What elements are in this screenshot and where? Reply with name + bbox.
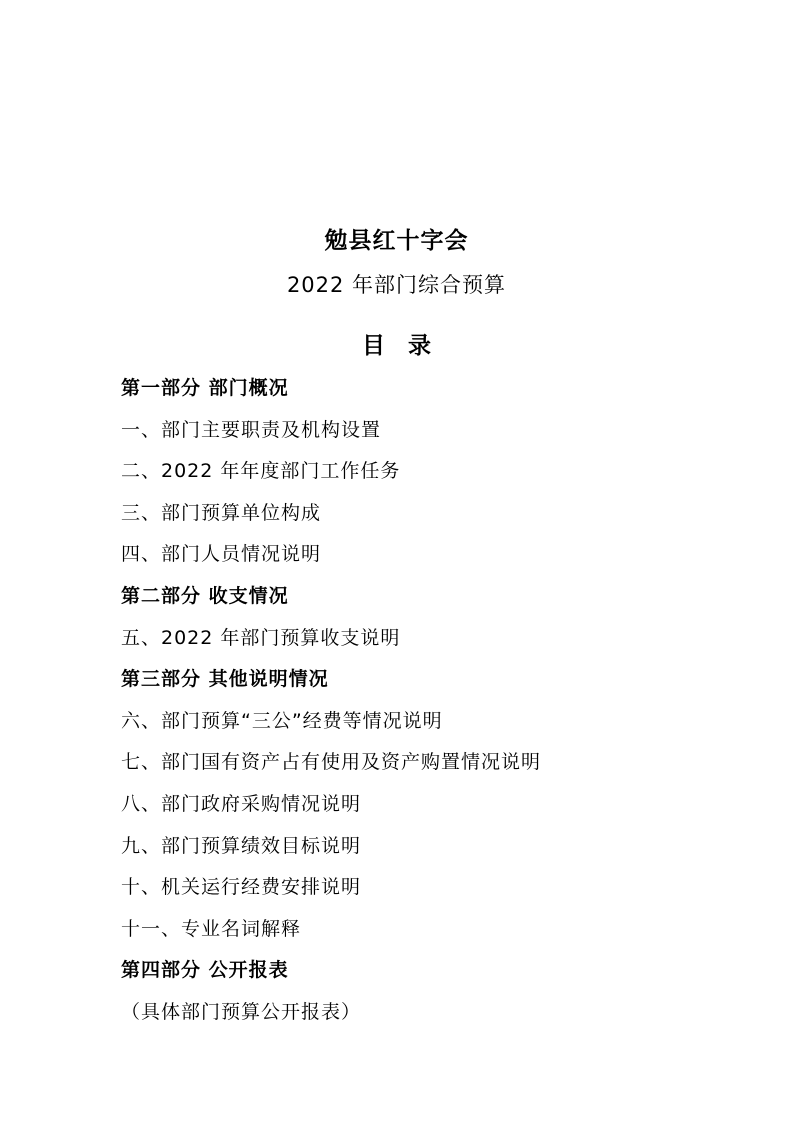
table-of-contents	[121, 372, 761, 1038]
toc-heading: 目 录	[362, 333, 431, 359]
toc-item-11: 十一、专业名词解释	[121, 917, 302, 940]
document-title: 勉县红十字会	[324, 228, 469, 254]
toc-part-2: 第二部分 收支情况	[121, 584, 289, 607]
toc-item-8: 八、部门政府采购情况说明	[121, 792, 362, 815]
toc-item-6: 六、部门预算“三公”经费等情况说明	[121, 709, 443, 732]
toc-item-5: 五、2022 年部门预算收支说明	[121, 626, 401, 649]
toc-item-9: 九、部门预算绩效目标说明	[121, 834, 362, 857]
toc-item-1: 一、部门主要职责及机构设置	[121, 418, 382, 441]
toc-note: （具体部门预算公开报表）	[121, 1000, 362, 1023]
toc-item-10: 十、机关运行经费安排说明	[121, 876, 362, 899]
toc-item-2: 二、2022 年年度部门工作任务	[121, 460, 401, 483]
document-subtitle: 2022 年部门综合预算	[286, 273, 507, 297]
toc-item-7: 七、部门国有资产占有使用及资产购置情况说明	[121, 751, 542, 774]
toc-item-4: 四、部门人员情况说明	[121, 543, 322, 566]
toc-item-3: 三、部门预算单位构成	[121, 501, 322, 524]
toc-part-3: 第三部分 其他说明情况	[121, 668, 329, 691]
toc-part-1: 第一部分 部门概况	[121, 377, 289, 399]
toc-part-4: 第四部分 公开报表	[121, 959, 289, 982]
